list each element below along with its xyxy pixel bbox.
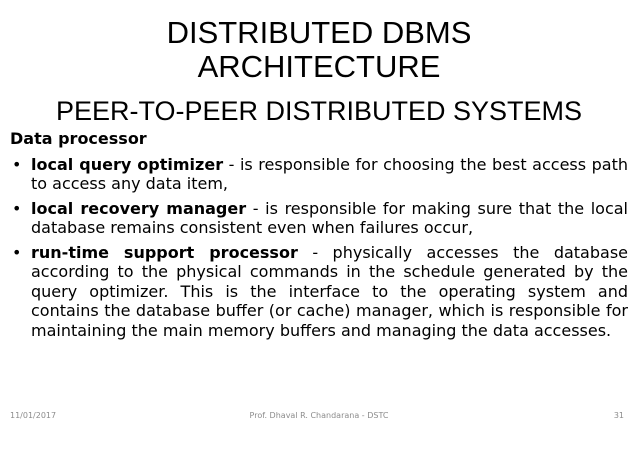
bullet-text: - physically accesses the database according to the physical commands in the schedule generated by the query optimizer. This is the interface to the operating system and contains the database buffer (or cache) manager, which is responsible for maintaining the main memory buffers and managing the data accesses. xyxy=(31,242,629,340)
title-line-1: DISTRIBUTED DBMS xyxy=(166,15,472,50)
bullet-dot-icon: • xyxy=(12,154,22,174)
bullet-list xyxy=(10,155,628,341)
slide-subtitle: PEER-TO-PEER DISTRIBUTED SYSTEMS xyxy=(55,96,583,126)
bullet-text: - is responsible for choosing the best access path to access any data item, xyxy=(31,154,629,193)
slide-title xyxy=(0,16,638,84)
title-line-2: ARCHITECTURE xyxy=(197,49,441,84)
bullet-item-local-query-optimizer xyxy=(10,155,628,194)
bullet-term: local query optimizer xyxy=(31,154,224,174)
bullet-item-run-time-support-processor xyxy=(10,243,628,341)
bullet-item-local-recovery-manager xyxy=(10,199,628,238)
bullet-dot-icon: • xyxy=(12,198,22,218)
bullet-term: local recovery manager xyxy=(31,198,247,218)
bullet-text: - is responsible for making sure that the local database remains consistent even when failures occur, xyxy=(31,198,628,237)
slide-content xyxy=(10,129,628,345)
section-heading: Data processor xyxy=(10,129,147,148)
footer-author: Prof. Dhaval R. Chandarana - DSTC xyxy=(249,411,389,420)
footer-page-number: 31 xyxy=(613,411,624,420)
bullet-term: run-time support processor xyxy=(31,242,298,262)
bullet-dot-icon: • xyxy=(12,242,22,262)
footer-date: 11/01/2017 xyxy=(10,411,57,420)
